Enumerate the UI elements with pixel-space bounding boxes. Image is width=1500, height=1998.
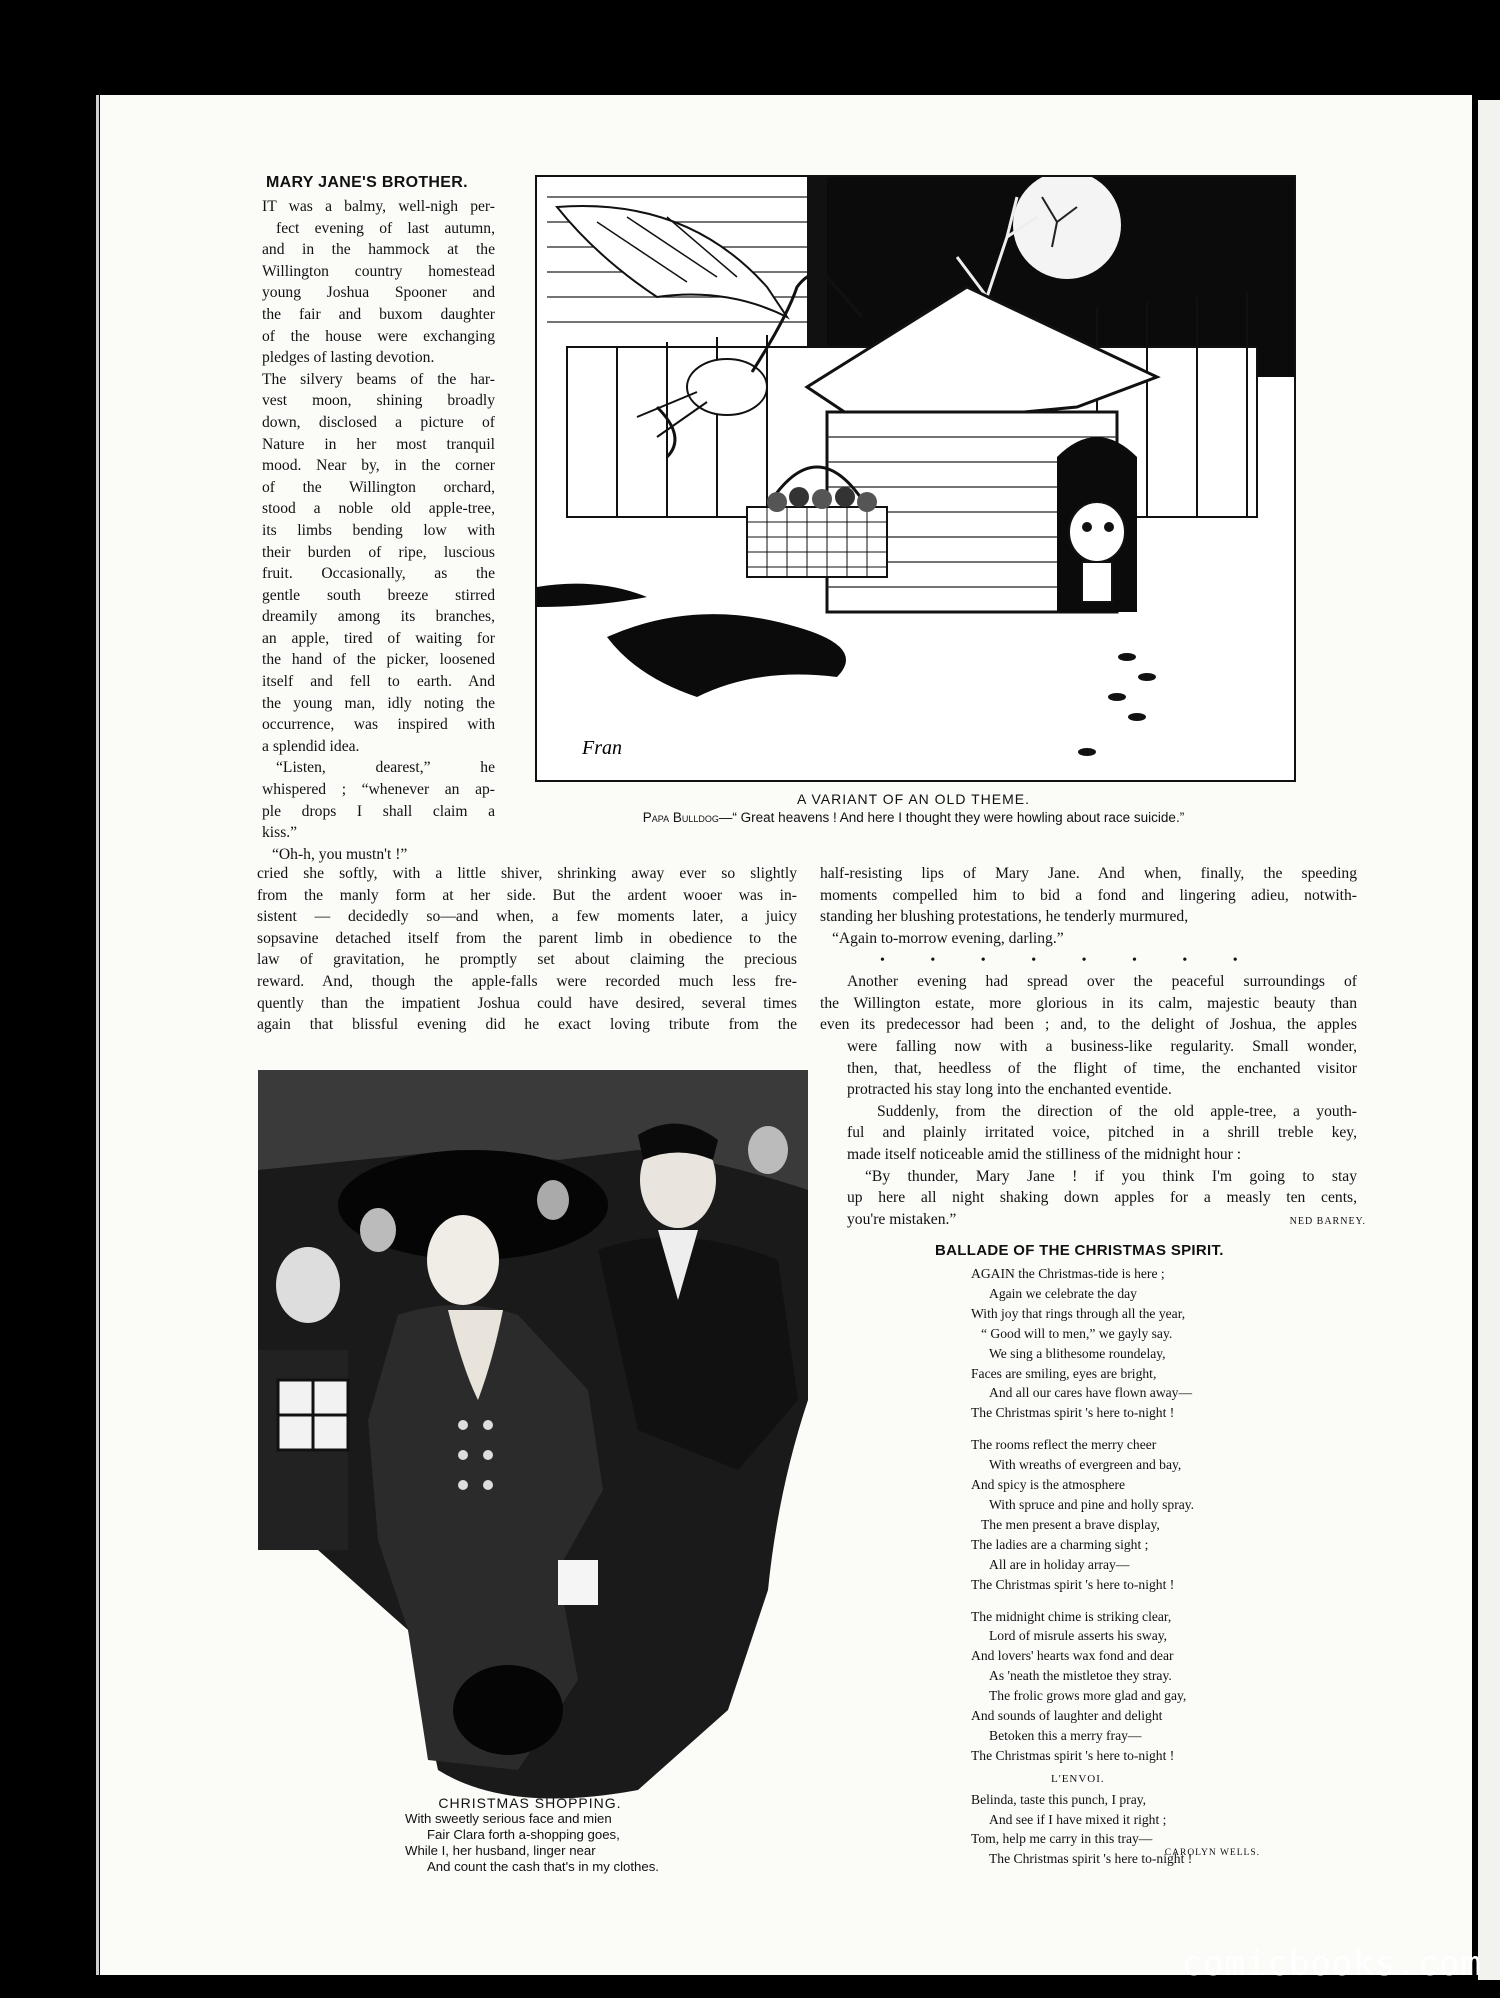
text-line: of the house were exchanging	[262, 327, 495, 345]
text-line: Nature in her most tranquil	[262, 435, 495, 453]
text-line: their burden of ripe, luscious	[262, 543, 495, 561]
text-line: occurrence, was inspired with	[262, 716, 495, 734]
text-line: “Oh-h, you mustn't !”	[272, 845, 408, 863]
shopping-verse-line: While I, her husband, linger near	[405, 1843, 596, 1858]
ballade-line: With spruce and pine and holly spray.	[989, 1496, 1195, 1512]
text-line: sistent — decidedly so—and when, a few moments later, a juicy	[257, 908, 797, 926]
ballade-line: We sing a blithesome roundelay,	[989, 1345, 1166, 1361]
text-line: fruit. Occasionally, as the	[262, 565, 495, 583]
ballade-line: The midnight chime is striking clear,	[971, 1608, 1172, 1624]
cartoon-caption-speaker: Papa Bulldog	[642, 810, 719, 825]
shopping-crowd-drawing	[258, 1070, 808, 1814]
stork-doghouse-drawing	[537, 177, 1294, 780]
page-edge-left	[96, 95, 99, 1975]
text-line: made itself noticeable amid the stilliness of the midnight hour :	[847, 1145, 1242, 1163]
text-line: cried she softly, with a little shiver, shrinking away ever so slightly	[257, 865, 797, 882]
ballade-line: The Christmas spirit 's here to-night !	[971, 1405, 1175, 1421]
story-column-1	[262, 196, 495, 865]
cartoon-illustration	[535, 175, 1296, 782]
text-line: ple drops I shall claim a	[262, 802, 495, 820]
ballade-line: As 'neath the mistletoe they stray.	[989, 1668, 1172, 1684]
text-line: fect evening of last autumn,	[276, 219, 495, 237]
ballade-line: Betoken this a merry fray—	[989, 1727, 1142, 1743]
ballade-line: And all our cares have flown away—	[989, 1385, 1193, 1401]
text-line: IT was a balmy, well-nigh per-	[262, 198, 495, 215]
ballade-poem	[971, 1264, 1194, 1869]
text-line: and in the hammock at the	[262, 241, 495, 259]
ballade-line: With joy that rings through all the year,	[971, 1305, 1186, 1321]
text-line: ful and plainly irritated voice, pitched in a shrill treble key,	[847, 1124, 1357, 1142]
story-second-evening	[820, 971, 1357, 1036]
text-line: sopsavine detached itself from the parent limb in obedience to the	[257, 929, 797, 947]
text-line: half-resisting lips of Mary Jane. And when, finally, the speeding	[820, 865, 1357, 882]
text-line: dreamily among its branches,	[262, 608, 495, 626]
text-line: “By thunder, Mary Jane ! if you think I'm going to stay	[865, 1167, 1357, 1185]
text-line: its limbs bending low with	[262, 521, 495, 539]
text-line: “Listen, dearest,” he	[276, 759, 495, 777]
story-ending	[847, 1036, 1357, 1230]
text-line: again that blissful evening did he exact loving tribute from the	[257, 1016, 797, 1034]
ballade-line: The frolic grows more glad and gay,	[989, 1688, 1187, 1704]
ballade-line: All are in holiday array—	[989, 1556, 1130, 1572]
text-line: up here all night shaking down apples for a measly ten cents,	[847, 1189, 1357, 1207]
ballade-line: Again we celebrate the day	[989, 1285, 1137, 1301]
text-line: standing her blushing protestations, he tenderly murmured,	[820, 908, 1189, 926]
story-wide-paragraph	[257, 863, 797, 1036]
text-line: “Again to-morrow evening, darling.”	[832, 929, 1064, 947]
text-line: gentle south breeze stirred	[262, 586, 495, 604]
ballade-line: And spicy is the atmosphere	[971, 1477, 1126, 1493]
text-line: vest moon, shining broadly	[262, 392, 495, 410]
text-line: were falling now with a business-like regularity. Small wonder,	[847, 1038, 1357, 1055]
ballade-line: “ Good will to men,” we gayly say.	[981, 1325, 1173, 1341]
text-line: reward. And, though the apple-falls were recorded much less fre-	[257, 972, 797, 990]
text-line: the fair and buxom daughter	[262, 305, 495, 323]
adjacent-page-edge	[1478, 100, 1500, 1980]
text-line: Suddenly, from the direction of the old apple-tree, a youth-	[877, 1102, 1357, 1120]
ballade-line: Tom, help me carry in this tray—	[971, 1831, 1153, 1847]
text-line: from the manly form at her side. But the ardent wooer was in-	[257, 886, 797, 904]
ballade-line: Faces are smiling, eyes are bright,	[971, 1365, 1157, 1381]
text-line: an apple, tired of waiting for	[262, 629, 495, 647]
text-line: moments compelled him to bid a fond and lingering adieu, notwith-	[820, 886, 1357, 904]
shopping-verse-line: With sweetly serious face and mien	[405, 1811, 612, 1826]
text-line: mood. Near by, in the corner	[262, 457, 495, 475]
ballade-line: The rooms reflect the merry cheer	[971, 1437, 1157, 1453]
ballade-line: Lord of misrule asserts his sway,	[989, 1628, 1168, 1644]
story-right-continuation	[820, 863, 1357, 949]
ballade-line: And lovers' hearts wax fond and dear	[971, 1648, 1174, 1664]
shopping-verse-line: Fair Clara forth a-shopping goes,	[427, 1827, 620, 1842]
section-divider-dots: • • • • • • • •	[880, 953, 1238, 968]
text-line: protracted his stay long into the enchanted eventide.	[847, 1081, 1172, 1099]
ballade-line: AGAIN the Christmas-tide is here ;	[971, 1266, 1165, 1281]
ballade-line: With wreaths of evergreen and bay,	[989, 1457, 1182, 1473]
text-line: kiss.”	[262, 824, 298, 842]
text-line: young Joshua Spooner and	[262, 284, 495, 302]
story-title: MARY JANE'S BROTHER.	[266, 174, 468, 191]
text-line: down, disclosed a picture of	[262, 413, 495, 431]
text-line: the young man, idly noting the	[262, 694, 495, 712]
cartoon-caption-title: A VARIANT OF AN OLD THEME.	[797, 791, 1030, 807]
text-line: even its predecessor had been ; and, to the delight of Joshua, the apples	[820, 1016, 1357, 1034]
text-line: of the Willington orchard,	[262, 478, 495, 496]
ballade-line: And sounds of laughter and delight	[971, 1708, 1163, 1724]
ballade-line: The Christmas spirit 's here to-night !	[971, 1576, 1175, 1592]
text-line: you're mistaken.”	[847, 1210, 957, 1228]
ballade-line: The men present a brave display,	[981, 1516, 1160, 1532]
cartoon-caption-quote: —“ Great heavens ! And here I thought they were howling about race suicide.”	[718, 810, 1185, 825]
story-author: NED BARNEY.	[1289, 1216, 1366, 1227]
text-line: the Willington estate, more glorious in its calm, majestic beauty than	[820, 994, 1357, 1012]
ballade-line: Belinda, taste this punch, I pray,	[971, 1791, 1147, 1807]
text-line: law of gravitation, he promptly set about claiming the precious	[257, 951, 797, 969]
ballade-line: The Christmas spirit 's here to-night !	[989, 1851, 1193, 1867]
shopping-verse	[405, 1811, 659, 1875]
text-line: Another evening had spread over the peaceful surroundings of	[847, 973, 1357, 990]
text-line: Willington country homestead	[262, 262, 495, 280]
ballade-line: The Christmas spirit 's here to-night !	[971, 1747, 1175, 1763]
text-line: then, that, heedless of the flight of time, the enchanted visitor	[847, 1059, 1357, 1077]
text-line: stood a noble old apple-tree,	[262, 500, 495, 518]
ballade-author: CAROLYN WELLS.	[1164, 1848, 1260, 1858]
text-line: quently than the impatient Joshua could have desired, several times	[257, 994, 797, 1012]
text-line: a splendid idea.	[262, 737, 360, 755]
text-line: the hand of the picker, loosened	[262, 651, 495, 669]
christmas-shopping-illustration	[258, 1070, 808, 1814]
shopping-caption-title: CHRISTMAS SHOPPING.	[438, 1795, 622, 1811]
text-line: itself and fell to earth. And	[262, 673, 495, 691]
ballade-title: BALLADE OF THE CHRISTMAS SPIRIT.	[935, 1242, 1224, 1259]
watermark-text: comicbooks.com	[1181, 1944, 1482, 1984]
artist-signature: Fran	[582, 737, 622, 759]
text-line: whispered ; “whenever an ap-	[262, 781, 495, 799]
envoi-title: L'ENVOI.	[1051, 1772, 1105, 1785]
ballade-line: The ladies are a charming sight ;	[971, 1536, 1149, 1552]
ballade-line: And see if I have mixed it right ;	[989, 1811, 1167, 1827]
cartoon-caption-line	[535, 810, 1292, 825]
text-line: The silvery beams of the har-	[262, 370, 495, 388]
shopping-verse-line: And count the cash that's in my clothes.	[427, 1859, 659, 1874]
text-line: pledges of lasting devotion.	[262, 349, 435, 367]
